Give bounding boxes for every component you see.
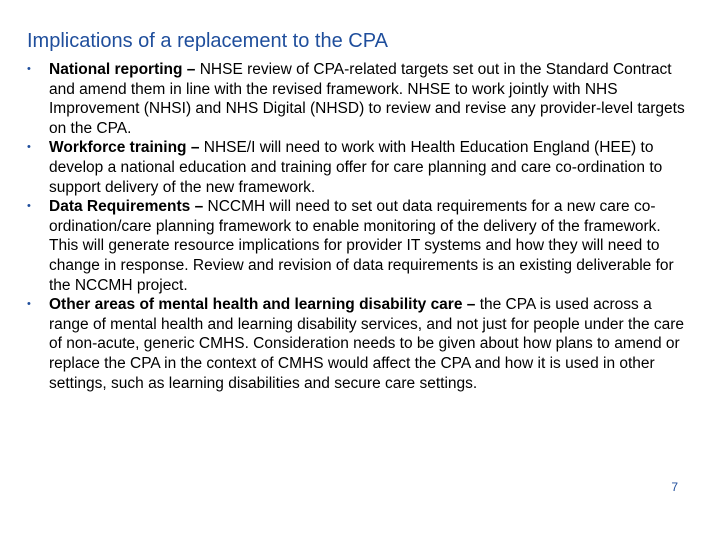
bullet-item-other-areas [27, 295, 687, 393]
bullet-item-national-reporting [27, 60, 687, 138]
bullet-text: NHSE review of CPA-related targets set out in the Standard Contract and amend them in line with the revised framework. NHSE to work jointly with NHS Improvement (NHSI) and NHS Digital (NHSD) to review and revise any provider-level targets on the CPA. [49, 61, 685, 137]
bullet-heading: Data Requirements – [49, 198, 204, 216]
bullet-text: the CPA is used across a range of mental health and learning disability services, and not just for people under the care of non-acute, generic CMHS. Consideration needs to be given about how plans to amend or replace the CPA in the context of CMHS would affect the CPA and how it is used in other settings, such as learning disabilities and secure care settings. [49, 296, 685, 392]
bullet-text: NCCMH will need to set out data requirements for a new care co-ordination/care planning framework to enable monitoring of the delivery of the framework. This will generate resource implications for provider IT systems and how they will need to change in response. Review and revision of data requirements is an existing deliverable for the NCCMH project. [49, 198, 674, 294]
bullet-item-workforce-training [27, 138, 687, 197]
bullet-icon: • [27, 63, 31, 75]
bullet-heading: Workforce training – [49, 139, 200, 157]
bullet-icon: • [27, 141, 31, 154]
bullet-icon: • [27, 200, 31, 213]
bullet-text: NHSE/I will need to work with Health Education England (HEE) to develop a national education and training offer for care planning and care co-ordination to support delivery of the new framework. [49, 139, 663, 196]
bullet-heading: National reporting – [49, 61, 196, 78]
bullet-list [27, 60, 687, 393]
page-number: 7 [671, 480, 678, 494]
bullet-heading: Other areas of mental health and learning disability care – [49, 296, 476, 314]
slide-title: Implications of a replacement to the CPA [27, 30, 388, 52]
bullet-icon: • [27, 298, 31, 311]
bullet-item-data-requirements [27, 197, 687, 295]
